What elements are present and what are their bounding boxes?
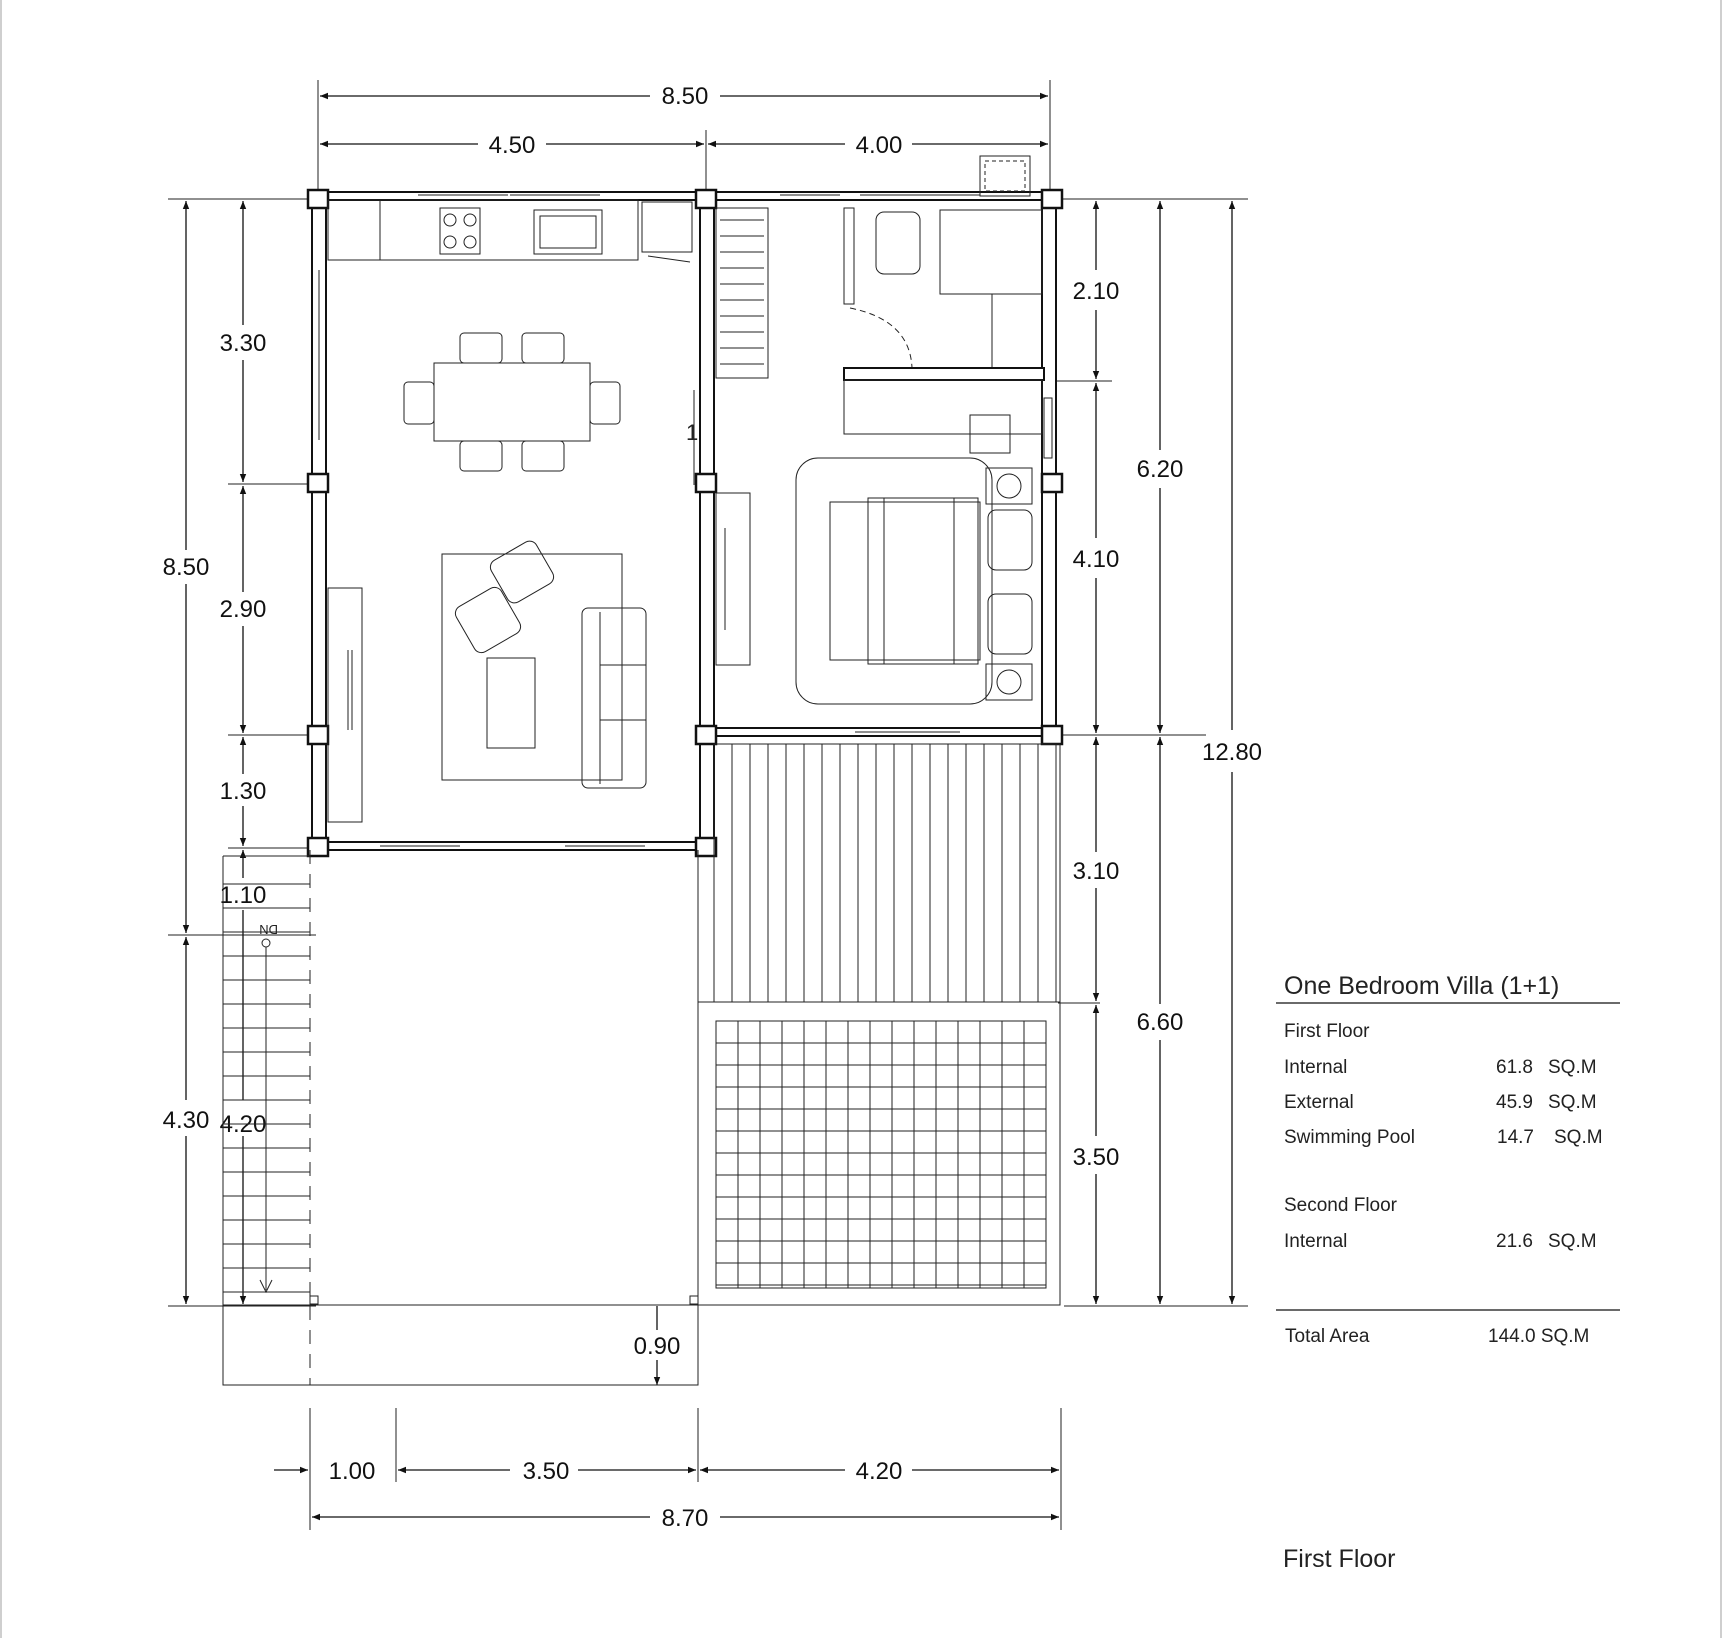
dim-left-d1: 3.30: [219, 330, 267, 357]
dim-left-lower: 4.30: [162, 1107, 210, 1134]
plan-caption: First Floor: [1283, 1545, 1396, 1573]
row-internal-label: Internal: [1284, 1057, 1348, 1078]
row-internal-value: 61.8: [1496, 1057, 1533, 1078]
deck-boards: [732, 744, 1056, 1002]
dim-top-right: 4.00: [855, 132, 903, 159]
dim-left-d5: 4.20: [219, 1111, 267, 1138]
dim-left-d4: 1.10: [219, 882, 267, 909]
wooden-deck: [714, 744, 1060, 1002]
building-outline: [308, 190, 1062, 856]
bedroom-furniture: [716, 398, 1052, 704]
structural-columns: [308, 190, 1062, 856]
dim-bottom-seg2: 3.50: [522, 1458, 570, 1485]
living-area-furniture: [442, 538, 646, 788]
row-second-internal-value: 21.6: [1496, 1231, 1533, 1252]
row-internal-unit: SQ.M: [1548, 1057, 1597, 1078]
row-pool-unit: SQ.M: [1554, 1127, 1603, 1148]
row-pool-label: Swimming Pool: [1284, 1127, 1415, 1148]
total-area-label: Total Area: [1285, 1326, 1370, 1347]
table-title: One Bedroom Villa (1+1): [1284, 972, 1560, 1000]
dim-left-d3: 1.30: [219, 778, 267, 805]
dim-bottom-seg1: 1.00: [328, 1458, 376, 1485]
dim-left-d2: 2.90: [219, 596, 267, 623]
door-tag: 1: [686, 420, 699, 445]
kitchen-counter: [328, 200, 692, 262]
dim-right-d1: 2.10: [1072, 278, 1120, 305]
dim-right-d2: 4.10: [1072, 546, 1120, 573]
dim-bottom-seg3: 4.20: [855, 1458, 903, 1485]
row-pool-value: 14.7: [1497, 1127, 1534, 1148]
dim-right-middle-lower: 6.60: [1136, 1009, 1184, 1036]
dim-top-left: 4.50: [488, 132, 536, 159]
first-floor-heading: First Floor: [1284, 1021, 1370, 1042]
tv-console: [328, 588, 362, 822]
interior-staircase: [716, 208, 768, 378]
dim-terrace: 0.90: [633, 1333, 681, 1360]
dining-table: [404, 333, 620, 471]
stair-direction-label: DN: [259, 922, 278, 937]
row-external-value: 45.9: [1496, 1092, 1533, 1113]
second-floor-heading: Second Floor: [1284, 1195, 1398, 1216]
area-summary-table: [1276, 1003, 1620, 1310]
dim-right-d4: 3.50: [1072, 1144, 1120, 1171]
dim-bottom-overall: 8.70: [661, 1505, 709, 1532]
left-dimension-lines: [168, 199, 316, 1306]
terrace: [223, 850, 1060, 1385]
dim-right-middle-upper: 6.20: [1136, 456, 1184, 483]
row-external-unit: SQ.M: [1548, 1092, 1597, 1113]
dim-left-upper: 8.50: [162, 554, 210, 581]
dim-top-overall: 8.50: [661, 83, 709, 110]
row-second-internal-label: Internal: [1284, 1231, 1348, 1252]
dim-right-d3: 3.10: [1072, 858, 1120, 885]
dim-right-overall: 12.80: [1201, 739, 1263, 766]
row-external-label: External: [1284, 1092, 1354, 1113]
row-second-internal-unit: SQ.M: [1548, 1231, 1597, 1252]
pool-tile-grid: [716, 1021, 1046, 1288]
total-area-value: 144.0 SQ.M: [1488, 1326, 1590, 1347]
